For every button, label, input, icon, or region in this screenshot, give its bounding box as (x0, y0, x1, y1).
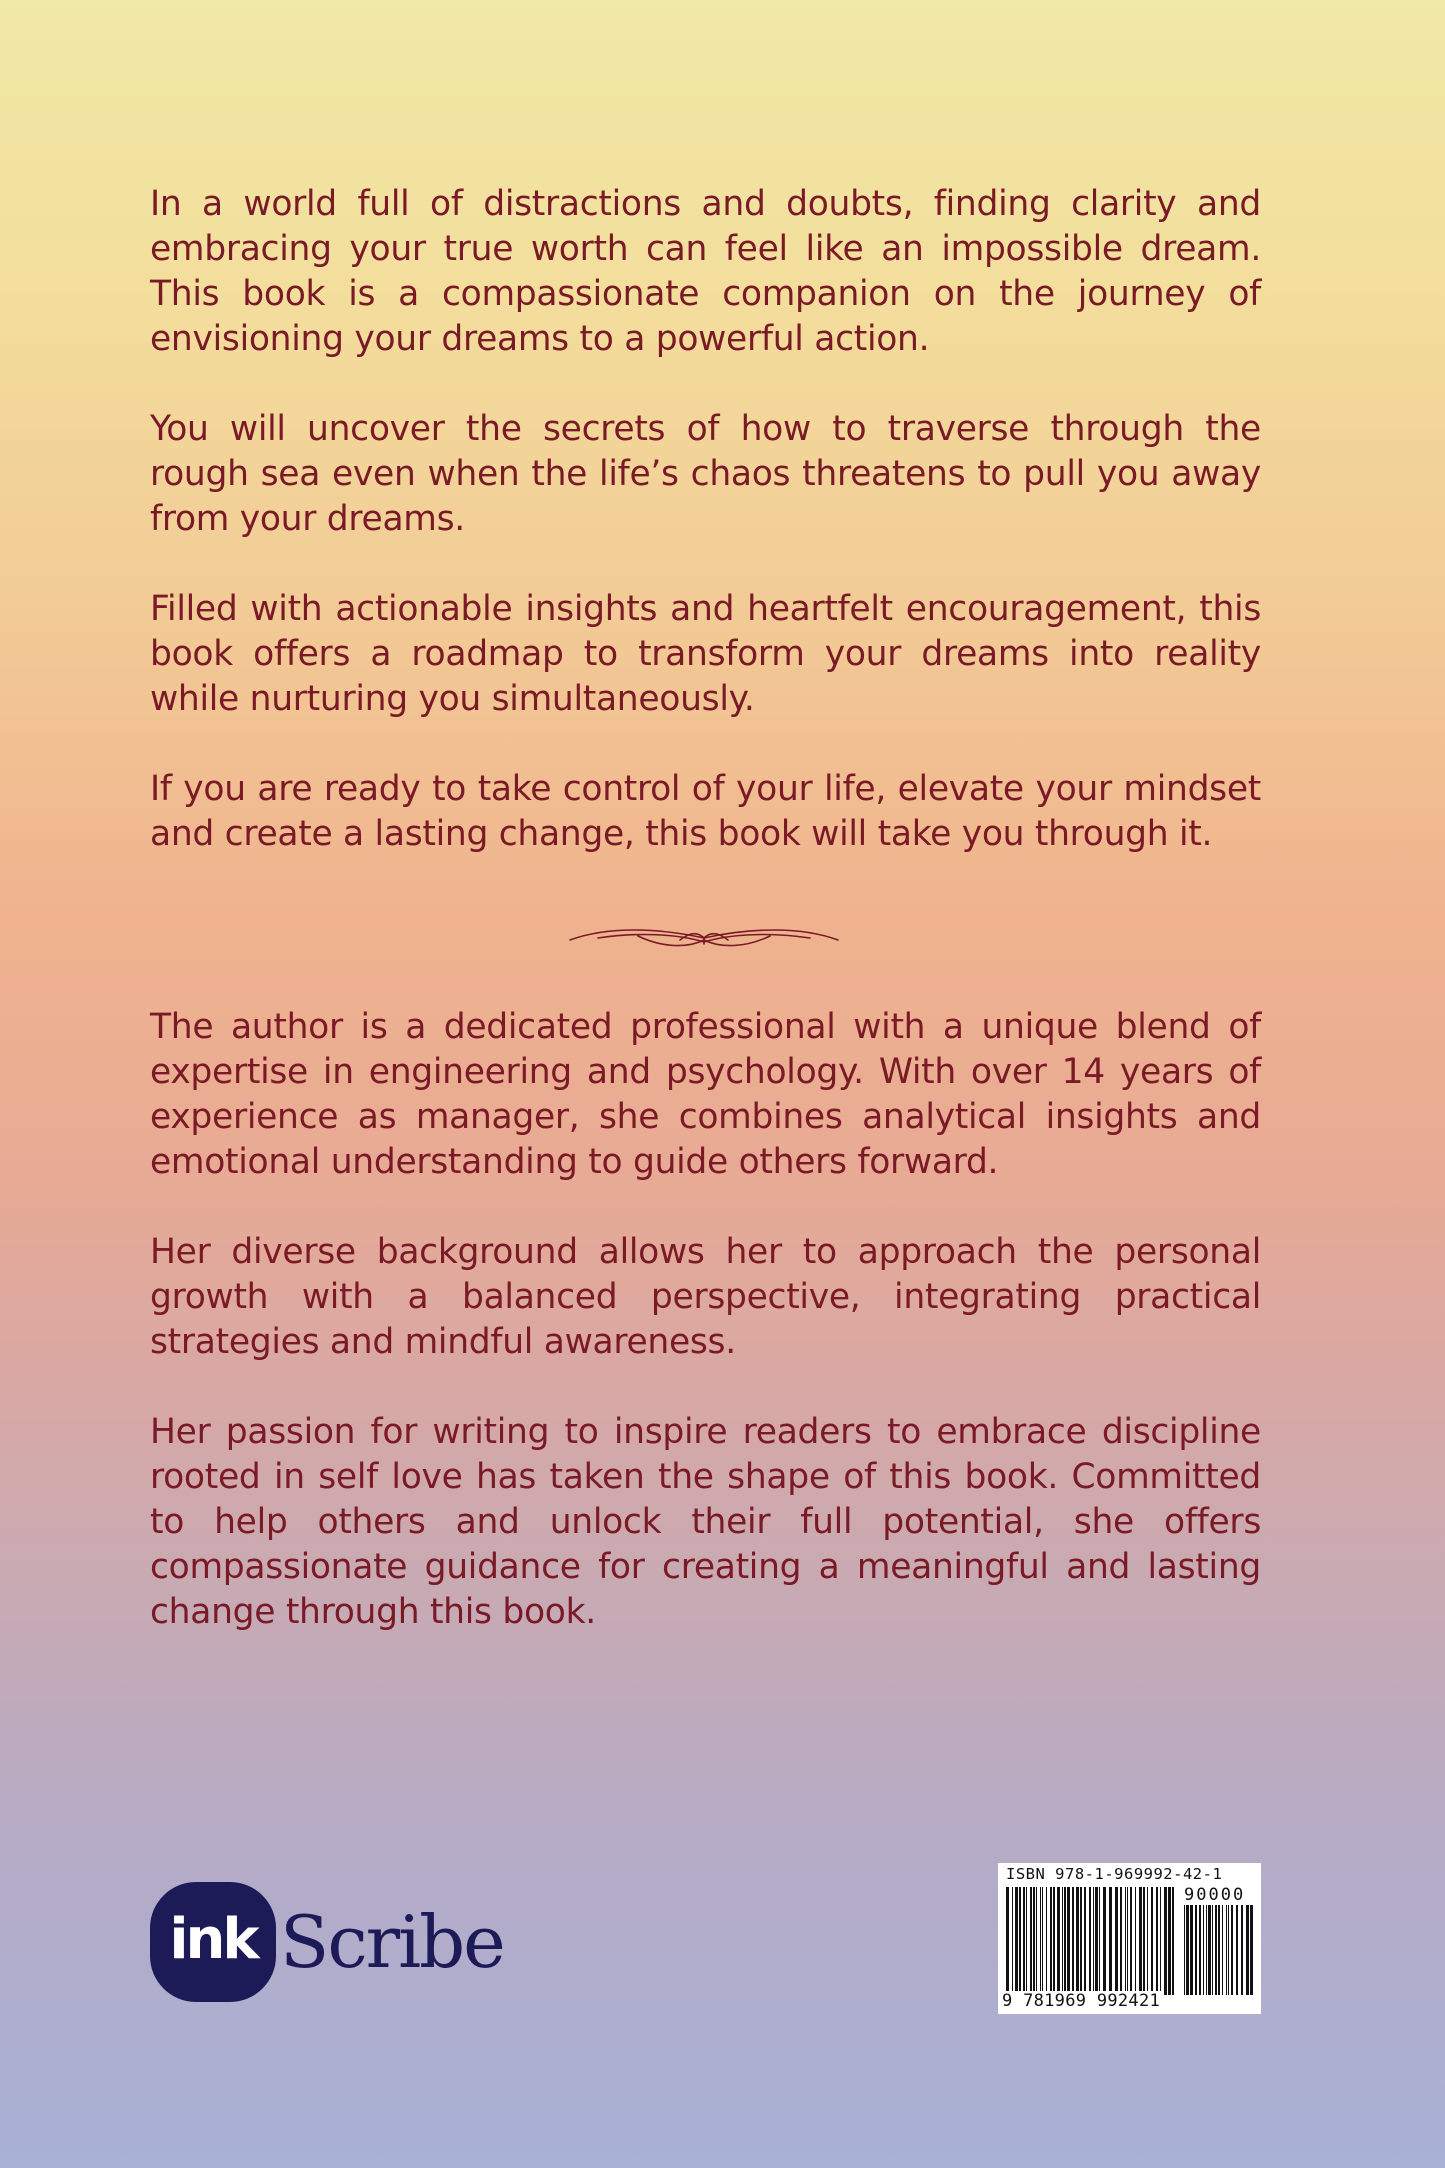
barcode-bar (1222, 1905, 1223, 1995)
barcode-bar (1127, 1887, 1128, 1995)
barcode-bar (1164, 1887, 1167, 1995)
barcode-bar (1099, 1887, 1100, 1995)
bio-paragraph: Her passion for writing to inspire readers to embrace discipline rooted in self love has taken the shape of this book. Committed to help others and unlock their full potential, she offers compassionate guidance for creating a meaningful and lasting change through this book. (150, 1412, 1261, 1632)
barcode-bar (1184, 1905, 1185, 1995)
barcode-bar (1228, 1905, 1229, 1995)
barcode-bar (1190, 1905, 1193, 1995)
barcode-bar (1125, 1887, 1126, 1995)
barcode-bar (1147, 1887, 1148, 1995)
barcode-bar (1143, 1887, 1145, 1995)
barcode-bar (1203, 1905, 1204, 1995)
barcode-bar (1103, 1887, 1106, 1995)
publisher-wordmark: Scribe (280, 1900, 504, 1984)
barcode-bar (1040, 1887, 1041, 1995)
blurb-paragraph: You will uncover the secrets of how to traverse through the rough sea even when the life’s chaos threatens to pull you away from your dreams. (150, 409, 1261, 539)
barcode-bar (1212, 1905, 1213, 1995)
barcode-bar (1036, 1887, 1037, 1995)
bio-paragraph: Her diverse background allows her to approach the personal growth with a balanced perspective, integrating practical strategies and mindful awareness. (150, 1232, 1261, 1362)
barcode-digits: 9 781969 992421 (1002, 1991, 1161, 2011)
publisher-badge-text: ink (169, 1906, 257, 1972)
barcode-bar (1168, 1887, 1171, 1995)
blurb-text (150, 182, 1261, 857)
barcode-bar (1160, 1887, 1161, 1995)
price-code: 90000 (1184, 1885, 1246, 1905)
barcode-bar (1130, 1887, 1132, 1995)
barcode-bar (1030, 1887, 1032, 1995)
barcode-bar (1015, 1887, 1018, 1995)
barcode-bar (1076, 1887, 1079, 1995)
isbn-label: ISBN 978-1-969992-42-1 (1006, 1865, 1223, 1883)
barcode-bar (1064, 1887, 1066, 1995)
barcode-bar (1156, 1887, 1158, 1995)
barcode-bar (1057, 1887, 1060, 1995)
barcode-bars (1006, 1887, 1176, 1995)
barcode-bar (1231, 1905, 1233, 1995)
barcode-addon-bars (1184, 1905, 1254, 1995)
barcode-bar (1135, 1887, 1136, 1995)
publisher-logo (150, 1882, 504, 2002)
barcode-bar (1089, 1887, 1091, 1995)
barcode-bar (1151, 1887, 1153, 1995)
author-bio (150, 1005, 1261, 1635)
isbn-barcode (998, 1863, 1261, 2014)
ornamental-divider-icon (568, 918, 840, 954)
barcode-bar (1195, 1905, 1197, 1995)
barcode-bar (1115, 1887, 1118, 1995)
barcode-bar (1250, 1905, 1253, 1995)
barcode-bar (1172, 1887, 1174, 1995)
barcode-bar (1199, 1905, 1201, 1995)
barcode-bar (1109, 1887, 1112, 1995)
barcode-bar (1236, 1905, 1238, 1995)
bio-paragraph: The author is a dedicated professional with a unique blend of expertise in engineering and psychology. With over 14 years of experience as manager, she combines analytical insights and emotional understanding to guide others forward. (150, 1007, 1261, 1182)
barcode-bar (1241, 1905, 1243, 1995)
barcode-bar (1012, 1887, 1013, 1995)
barcode-bar (1084, 1887, 1086, 1995)
barcode-bar (1208, 1905, 1211, 1995)
barcode-bar (1095, 1887, 1098, 1995)
blurb-paragraph: If you are ready to take control of your life, elevate your mindset and create a lasting change, this book will take you through it. (150, 769, 1261, 854)
blurb-paragraph: In a world full of distractions and doubts, finding clarity and embracing your true worth can feel like an impossible dream. This book is a compassionate companion on the journey of envisioning your dreams to a powerful action. (150, 184, 1261, 359)
barcode-bar (1246, 1905, 1249, 1995)
barcode-bar (1215, 1905, 1217, 1995)
barcode-bar (1050, 1887, 1052, 1995)
barcode-bar (1218, 1905, 1220, 1995)
barcode-bar (1023, 1887, 1025, 1995)
barcode-bar (1067, 1887, 1070, 1995)
barcode-bar (1019, 1887, 1021, 1995)
publisher-logo-badge (150, 1882, 276, 2002)
barcode-bar (1006, 1887, 1009, 1995)
barcode-bar (1120, 1887, 1122, 1995)
barcode-bar (1062, 1887, 1063, 1995)
blurb-paragraph: Filled with actionable insights and heartfelt encouragement, this book offers a roadmap to transform your dreams into reality while nurturing you simultaneously. (150, 589, 1261, 719)
barcode-bar (1139, 1887, 1142, 1995)
barcode-bar (1042, 1887, 1043, 1995)
barcode-bar (1053, 1887, 1055, 1995)
barcode-bar (1226, 1905, 1227, 1995)
barcode-bar (1186, 1905, 1189, 1995)
barcode-bar (1033, 1887, 1035, 1995)
barcode-bar (1080, 1887, 1082, 1995)
barcode-bar (1206, 1905, 1207, 1995)
barcode-bar (1046, 1887, 1047, 1995)
barcode-bar (1072, 1887, 1074, 1995)
barcode-bar (1026, 1887, 1027, 1995)
barcode-bar (1093, 1887, 1094, 1995)
